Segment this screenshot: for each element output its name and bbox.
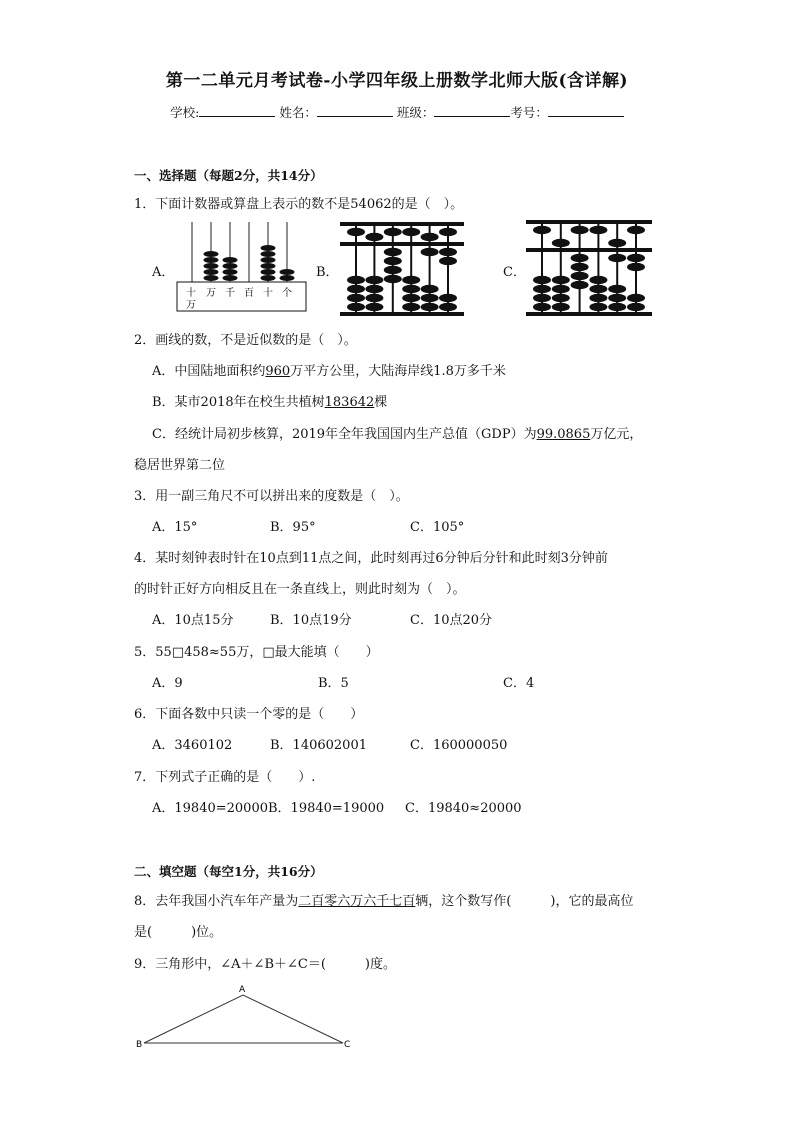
counter-bead <box>261 245 276 251</box>
abacus-bead <box>365 285 383 293</box>
abacus-bead <box>439 228 457 236</box>
question-2: 2．画线的数，不是近似数的是（ ）。 <box>134 333 357 348</box>
abacus-bead <box>533 285 551 293</box>
vertex-b-label: B <box>136 1040 143 1050</box>
abacus-bead <box>627 303 645 311</box>
triangle-sides <box>144 995 343 1043</box>
counter-bead <box>204 275 219 281</box>
abacus-bead <box>347 294 365 302</box>
abacus-bead <box>571 254 589 262</box>
school-blank[interactable] <box>199 104 275 117</box>
abacus-bead <box>608 294 626 302</box>
abacus-bead <box>347 276 365 284</box>
q6-option-c: C．160000050 <box>410 738 508 753</box>
abacus-bead <box>439 257 457 265</box>
abacus-c <box>526 220 652 316</box>
abacus-bead <box>589 276 607 284</box>
counter-bead <box>204 257 219 263</box>
q3-option-a: A．15° <box>152 520 198 535</box>
counter-bead <box>261 257 276 263</box>
abacus-bead <box>533 303 551 311</box>
counter-bead <box>204 269 219 275</box>
abacus-bead <box>533 226 551 234</box>
abacus-bead <box>589 226 607 234</box>
abacus-bead <box>552 303 570 311</box>
vertex-c-label: C <box>344 1040 351 1050</box>
counter-bead <box>204 251 219 257</box>
counter-bead <box>223 263 238 269</box>
q2-option-b: B．某市2018年在校生共植树183642棵 <box>152 395 388 410</box>
question-9: 9．三角形中，∠A＋∠B＋∠C＝( )度。 <box>134 957 396 972</box>
q1-option-a-label: A． <box>152 265 175 280</box>
counter-label: 十 <box>186 288 196 299</box>
abacus-bead <box>402 276 420 284</box>
abacus-beam <box>340 242 464 246</box>
counter-rods <box>192 222 295 282</box>
abacus-bead <box>439 248 457 256</box>
abacus-bead <box>608 285 626 293</box>
counter-bead <box>223 269 238 275</box>
number-label: 考号： <box>510 105 548 120</box>
page-title: 第一二单元月考试卷-小学四年级上册数学北师大版(含详解) <box>165 71 629 91</box>
q1-abacus-b-figure <box>340 220 464 317</box>
abacus-bead <box>365 294 383 302</box>
class-label: 班级： <box>396 105 435 120</box>
abacus-bead <box>571 281 589 289</box>
abacus-bead <box>347 228 365 236</box>
counter-bead <box>261 251 276 257</box>
counter-label: 千 <box>225 288 235 299</box>
abacus-bead <box>402 285 420 293</box>
number-blank[interactable] <box>548 104 624 117</box>
counter-bead <box>261 263 276 269</box>
q3-option-b: B．95° <box>270 520 316 535</box>
abacus-bottom-bar <box>340 312 464 316</box>
abacus-bead <box>608 254 626 262</box>
school-label: 学校: <box>170 105 200 120</box>
abacus-bead <box>347 285 365 293</box>
counter-bead <box>204 263 219 269</box>
abacus-bead <box>421 233 439 241</box>
question-4-line-1: 4．某时刻钟表时针在10点到11点之间，此时刻再过6分钟后分针和此时刻3分钟前 <box>134 551 608 566</box>
abacus-bead <box>608 239 626 247</box>
q2-option-c: C．经统计局初步核算，2019年全年我国国内生产总值（GDP）为99.0865万亿元， <box>152 427 643 442</box>
question-5: 5．55□458≈55万，□最大能填（ ） <box>134 645 379 660</box>
abacus-bead <box>421 285 439 293</box>
vertex-a-label: A <box>239 985 246 995</box>
q5-option-b: B．5 <box>318 676 349 691</box>
abacus-bead <box>439 303 457 311</box>
abacus-bead <box>627 254 645 262</box>
q4-option-a: A．10点15分 <box>152 613 234 628</box>
q1-counter-figure <box>176 218 308 314</box>
abacus-bead <box>608 303 626 311</box>
section-heading-fill: 二、填空题（每空1分，共16分） <box>134 864 323 879</box>
counter-bead <box>223 275 238 281</box>
q7-option-a: A．19840=20000 <box>152 801 268 816</box>
abacus-top-bar <box>340 222 464 226</box>
abacus-bead <box>533 294 551 302</box>
abacus-bead <box>589 303 607 311</box>
abacus-bottom-bar <box>526 312 652 316</box>
abacus-bead <box>384 248 402 256</box>
q5-option-c: C．4 <box>503 676 535 691</box>
abacus-bead <box>552 276 570 284</box>
counter-bead <box>261 269 276 275</box>
abacus-bead <box>421 294 439 302</box>
abacus-bead <box>384 266 402 274</box>
q3-option-c: C．105° <box>410 520 465 535</box>
counter-label: 百 <box>244 288 254 299</box>
abacus-bead <box>402 294 420 302</box>
counter-label: 个 <box>282 288 292 299</box>
q2-option-a: A．中国陆地面积约960万平方公里，大陆海岸线1.8万多千米 <box>152 364 506 379</box>
abacus-bead <box>627 263 645 271</box>
abacus-bead <box>627 226 645 234</box>
abacus-bead <box>533 276 551 284</box>
abacus-bead <box>627 294 645 302</box>
abacus-beam <box>526 248 652 252</box>
question-8-line-2: 是( )位。 <box>134 925 223 940</box>
q5-option-a: A．9 <box>152 676 183 691</box>
question-6: 6．下面各数中只读一个零的是（ ） <box>134 707 364 722</box>
q2-option-c-continued: 稳居世界第二位 <box>134 458 226 473</box>
counter-label: 十 <box>263 288 273 299</box>
name-label: 姓名： <box>279 105 317 120</box>
triangle-figure <box>130 980 360 1052</box>
q6-option-b: B．140602001 <box>270 738 367 753</box>
name-blank[interactable] <box>317 104 393 117</box>
q1-option-c-label: C． <box>503 265 526 280</box>
abacus-bead <box>402 228 420 236</box>
abacus-bead <box>365 233 383 241</box>
abacus-bead <box>571 272 589 280</box>
abacus-top-bar <box>526 220 652 224</box>
question-4-line-2: 的时针正好方向相反且在一条直线上，则此时刻为（ ）。 <box>134 582 466 597</box>
counter-label: 万 <box>186 300 196 311</box>
q1-abacus-c-figure <box>526 218 652 317</box>
counter-bead <box>280 269 295 275</box>
counter-labels <box>186 286 292 311</box>
q4-option-b: B．10点19分 <box>270 613 352 628</box>
question-3: 3．用一副三角尺不可以拼出来的度数是（ ）。 <box>134 489 409 504</box>
q1-option-b-label: B． <box>316 265 339 280</box>
abacus-bead <box>589 285 607 293</box>
question-8: 8．去年我国小汽车年产量为二百零六万六千七百辆，这个数写作( )，它的最高位 <box>134 894 634 909</box>
abacus-bead <box>347 303 365 311</box>
abacus-bead <box>384 275 402 283</box>
abacus-b <box>340 222 464 316</box>
class-blank[interactable] <box>434 104 510 117</box>
abacus-bead <box>402 303 420 311</box>
q6-option-a: A．3460102 <box>152 738 233 753</box>
abacus-bead <box>421 303 439 311</box>
abacus-bead <box>589 294 607 302</box>
abacus-bead <box>365 303 383 311</box>
counter-bead <box>223 257 238 263</box>
abacus-bead <box>571 226 589 234</box>
q7-option-b: B．19840=19000 <box>268 801 385 816</box>
question-1: 1．下面计数器或算盘上表示的数不是54062的是（ ）。 <box>134 197 464 212</box>
student-info-line <box>0 103 794 121</box>
question-7: 7．下列式子正确的是（ ）. <box>134 770 316 785</box>
abacus-bead <box>384 228 402 236</box>
section-heading-choice: 一、选择题（每题2分，共14分） <box>134 168 323 183</box>
abacus-bead <box>552 239 570 247</box>
abacus-bead <box>365 276 383 284</box>
abacus-bead <box>421 248 439 256</box>
counter-bead <box>280 275 295 281</box>
q4-option-c: C．10点20分 <box>410 613 493 628</box>
q7-option-c: C．19840≈20000 <box>405 801 522 816</box>
abacus-bead <box>571 263 589 271</box>
counter-label: 万 <box>206 288 216 299</box>
abacus-bead <box>439 294 457 302</box>
abacus-bead <box>552 285 570 293</box>
counter-bead <box>261 275 276 281</box>
abacus-bead <box>552 294 570 302</box>
abacus-bead <box>384 257 402 265</box>
